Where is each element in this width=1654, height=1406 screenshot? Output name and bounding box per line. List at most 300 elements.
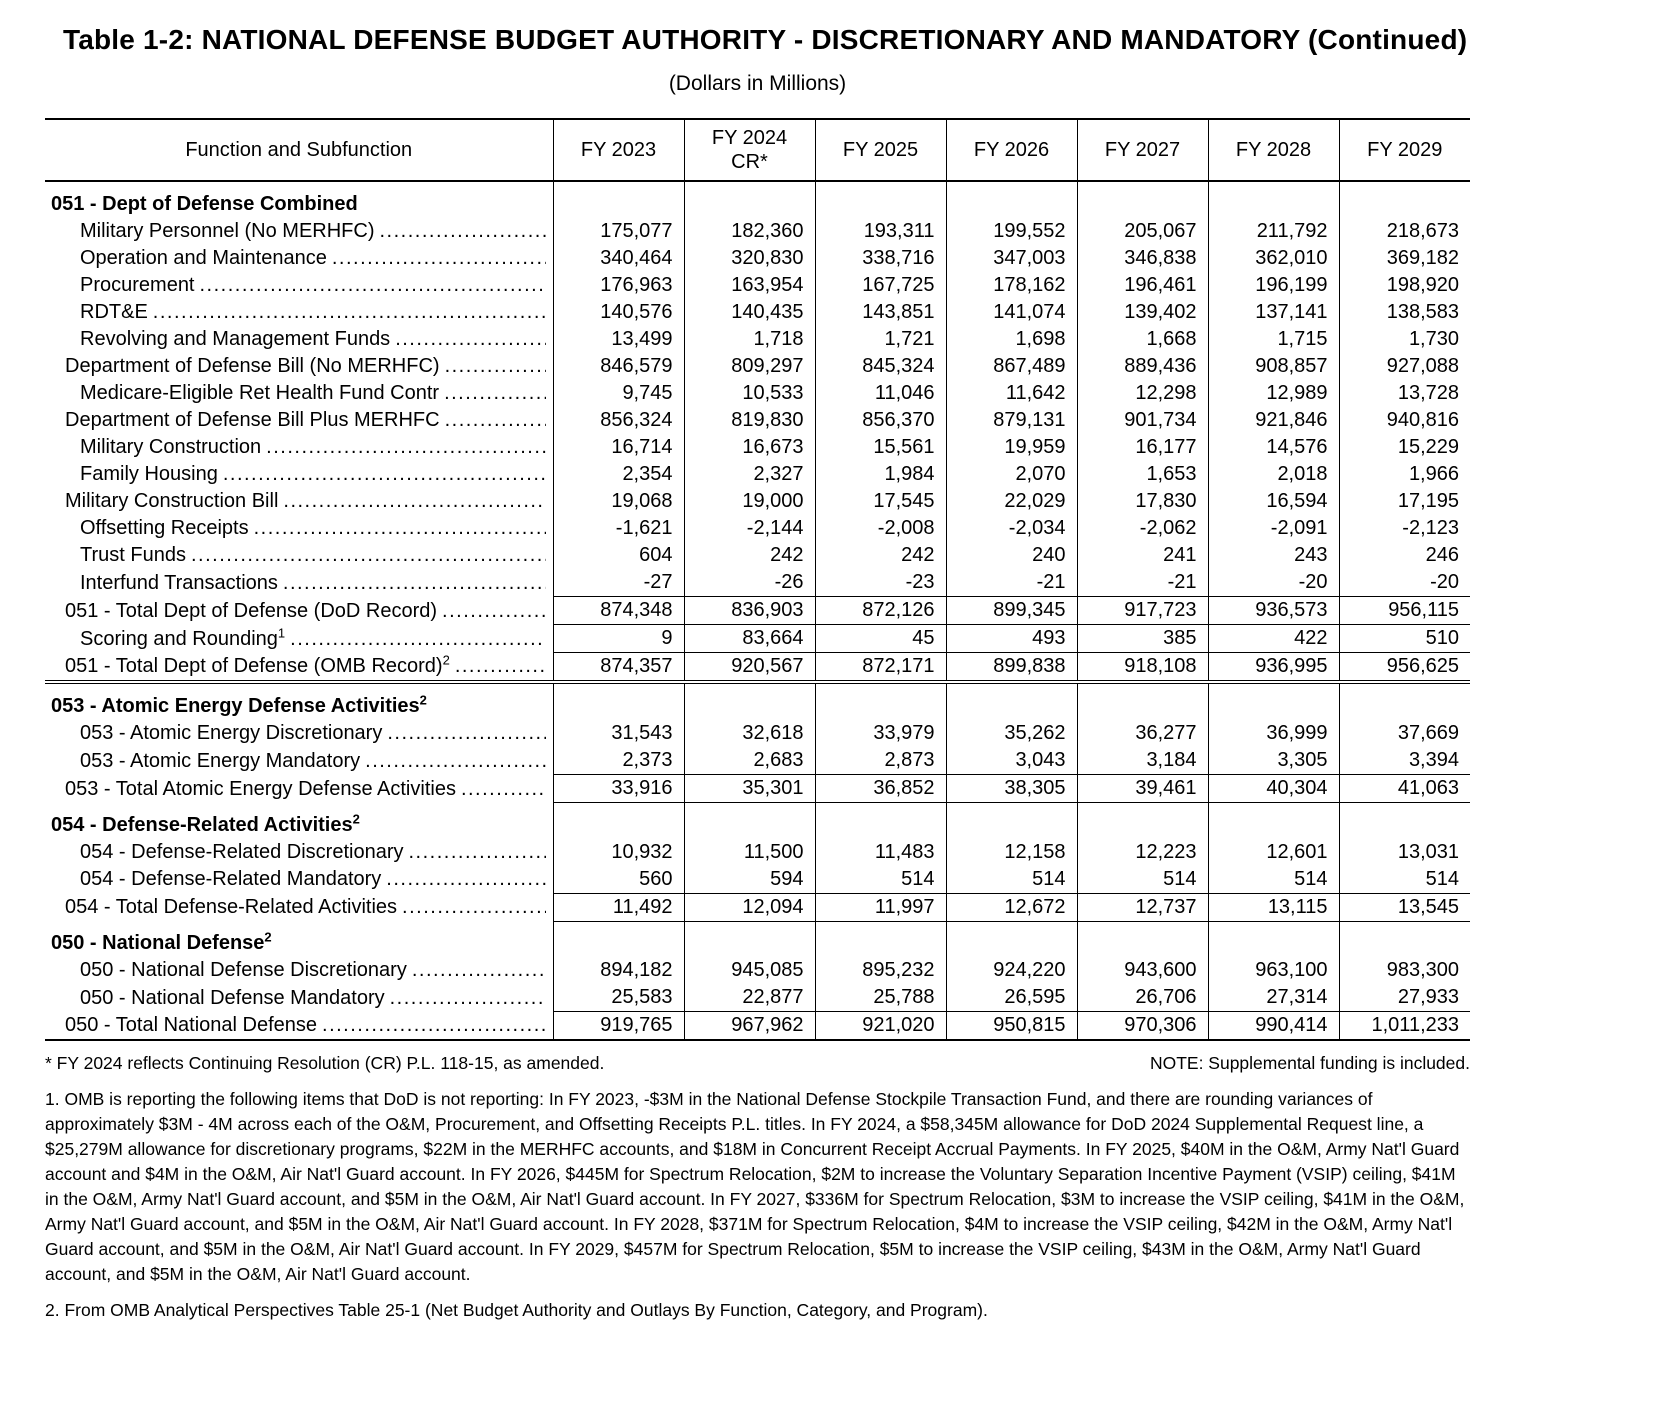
row-label-text: Interfund Transactions — [80, 571, 278, 594]
row-label — [45, 984, 553, 1012]
row-label-text: Medicare-Eligible Ret Health Fund Contr — [80, 382, 440, 404]
footnotes — [45, 1051, 1470, 1323]
value-cell: 13,115 — [1208, 893, 1339, 921]
value-cell: 338,716 — [815, 245, 946, 272]
value-cell: 3,043 — [946, 747, 1077, 775]
row-label — [45, 1012, 553, 1041]
table-row — [45, 839, 1470, 866]
table-row — [45, 720, 1470, 747]
value-cell: 604 — [553, 542, 684, 569]
table-row — [45, 775, 1470, 803]
value-cell: 12,989 — [1208, 380, 1339, 407]
footnote-asterisk: * FY 2024 reflects Continuing Resolution (CR) P.L. 118-15, as amended. — [45, 1053, 605, 1073]
value-cell: 40,304 — [1208, 775, 1339, 803]
value-cell: 2,683 — [684, 747, 815, 775]
footnote-marker: 2 — [352, 810, 360, 826]
value-cell: 2,327 — [684, 461, 815, 488]
table-row — [45, 272, 1470, 299]
dot-leader — [153, 301, 546, 324]
value-cell: 13,545 — [1339, 893, 1470, 921]
value-cell: 12,298 — [1077, 380, 1208, 407]
dot-leader — [412, 959, 546, 982]
value-cell: 9,745 — [553, 380, 684, 407]
value-cell: 514 — [946, 866, 1077, 894]
value-cell: 41,063 — [1339, 775, 1470, 803]
value-cell: 2,070 — [946, 461, 1077, 488]
section-header-row — [45, 921, 1470, 957]
row-label — [45, 353, 553, 380]
value-cell — [684, 803, 815, 839]
row-label — [45, 957, 553, 984]
value-cell: 1,966 — [1339, 461, 1470, 488]
table-row — [45, 569, 1470, 597]
column-header-function: Function and Subfunction — [45, 119, 553, 181]
page-title: Table 1-2: NATIONAL DEFENSE BUDGET AUTHORITY - DISCRETIONARY AND MANDATORY (Continued) — [63, 24, 1468, 55]
value-cell: 33,979 — [815, 720, 946, 747]
row-label — [45, 747, 553, 775]
value-cell: 243 — [1208, 542, 1339, 569]
row-label — [45, 866, 553, 894]
table-row — [45, 625, 1470, 653]
value-cell: 140,435 — [684, 299, 815, 326]
value-cell: -26 — [684, 569, 815, 597]
value-cell: 990,414 — [1208, 1012, 1339, 1041]
value-cell: 13,728 — [1339, 380, 1470, 407]
value-cell — [1339, 682, 1470, 720]
value-cell: 385 — [1077, 625, 1208, 653]
value-cell: 39,461 — [1077, 775, 1208, 803]
row-label — [45, 720, 553, 747]
value-cell: 3,305 — [1208, 747, 1339, 775]
table-row — [45, 515, 1470, 542]
value-cell: 143,851 — [815, 299, 946, 326]
value-cell: 19,068 — [553, 488, 684, 515]
row-label — [45, 921, 553, 957]
value-cell: 12,094 — [684, 893, 815, 921]
value-cell: 193,311 — [815, 218, 946, 245]
row-label-text: 053 - Atomic Energy Defense Activities$^2$ — [51, 692, 427, 717]
row-label-text: Offsetting Receipts — [80, 517, 249, 539]
value-cell: 1,653 — [1077, 461, 1208, 488]
value-cell: 901,734 — [1077, 407, 1208, 434]
value-cell — [946, 803, 1077, 839]
value-cell: 22,029 — [946, 488, 1077, 515]
value-cell — [815, 803, 946, 839]
row-label — [45, 488, 553, 515]
value-cell: 12,737 — [1077, 893, 1208, 921]
footnote-marker: 1 — [277, 624, 286, 640]
value-cell: 970,306 — [1077, 1012, 1208, 1041]
value-cell: 2,354 — [553, 461, 684, 488]
value-cell: 1,011,233 — [1339, 1012, 1470, 1041]
dot-leader — [395, 328, 545, 351]
value-cell: 956,625 — [1339, 653, 1470, 683]
value-cell: 25,788 — [815, 984, 946, 1012]
value-cell: 199,552 — [946, 218, 1077, 245]
table-row — [45, 957, 1470, 984]
table-row — [45, 542, 1470, 569]
row-label-text: 050 - National Defense$^2$ — [51, 929, 272, 954]
value-cell: 12,672 — [946, 893, 1077, 921]
value-cell — [553, 181, 684, 218]
value-cell: 11,492 — [553, 893, 684, 921]
value-cell: 3,394 — [1339, 747, 1470, 775]
value-cell — [1339, 803, 1470, 839]
value-cell: -2,034 — [946, 515, 1077, 542]
value-cell: 11,483 — [815, 839, 946, 866]
value-cell: 927,088 — [1339, 353, 1470, 380]
value-cell: 19,959 — [946, 434, 1077, 461]
dot-leader — [332, 247, 546, 270]
value-cell: 2,373 — [553, 747, 684, 775]
value-cell: 918,108 — [1077, 653, 1208, 683]
section-header-row — [45, 181, 1470, 218]
value-cell — [684, 921, 815, 957]
dot-leader — [283, 572, 546, 595]
row-label — [45, 569, 553, 597]
column-header-fy-2024: FY 2024 CR* — [684, 119, 815, 181]
value-cell: 945,085 — [684, 957, 815, 984]
value-cell: 17,195 — [1339, 488, 1470, 515]
dot-leader — [442, 600, 545, 623]
dot-leader — [283, 490, 545, 513]
value-cell: 2,018 — [1208, 461, 1339, 488]
value-cell — [1339, 921, 1470, 957]
value-cell: 983,300 — [1339, 957, 1470, 984]
value-cell: 16,177 — [1077, 434, 1208, 461]
value-cell: -27 — [553, 569, 684, 597]
value-cell: 205,067 — [1077, 218, 1208, 245]
value-cell: 242 — [684, 542, 815, 569]
row-label — [45, 299, 553, 326]
column-header-fy-2029: FY 2029 — [1339, 119, 1470, 181]
table-row — [45, 893, 1470, 921]
table-row — [45, 299, 1470, 326]
value-cell: 15,561 — [815, 434, 946, 461]
row-label — [45, 625, 553, 653]
value-cell: 362,010 — [1208, 245, 1339, 272]
value-cell: 889,436 — [1077, 353, 1208, 380]
value-cell: 19,000 — [684, 488, 815, 515]
value-cell — [1208, 181, 1339, 218]
value-cell: 867,489 — [946, 353, 1077, 380]
value-cell: 13,499 — [553, 326, 684, 353]
table-row — [45, 218, 1470, 245]
value-cell — [684, 682, 815, 720]
value-cell: 139,402 — [1077, 299, 1208, 326]
value-cell — [946, 181, 1077, 218]
footnote-1: 1. OMB is reporting the following items that DoD is not reporting: In FY 2023, -$3M in the National Defense Stockpile Transaction Fund, and there are rounding variances of approximately $3M - 4M across each of the O&M, Procurement, and Offsetting Receipts P.L. titles. In FY 2024, a $58,345M allowance for DoD 2024 Supplemental Request line, a $25,279M allowance for discretionary programs, $22M in the MERHFC accounts, and $18M in Concurrent Receipt Accrual Payments. In FY 2025, $40M in the O&M, Army Nat'l Guard account and $4M in the O&M, Air Nat'l Guard account. In FY 2026, $445M for Spectrum Relocation, $2M to increase the Voluntary Separation Incentive Payment (VSIP) ceiling, $41M in the O&M, Army Nat'l Guard account, and $5M in the O&M, Air Nat'l Guard account. In FY 2027, $336M for Spectrum Relocation, $3M to increase the VSIP ceiling, $41M in the O&M, Army Nat'l Guard account, and $5M in the O&M, Air Nat'l Guard account. In FY 2028, $371M for Spectrum Relocation, $4M to increase the VSIP ceiling, $42M in the O&M, Army Nat'l Guard account, and $5M in the O&M, Air Nat'l Guard account. In FY 2029, $457M for Spectrum Relocation, $5M to increase the VSIP ceiling, $43M in the O&M, Army Nat'l Guard account, and $5M in the O&M, Air Nat'l Guard account. — [45, 1089, 1465, 1284]
value-cell: 138,583 — [1339, 299, 1470, 326]
value-cell: 921,020 — [815, 1012, 946, 1041]
footnote-marker: 2 — [419, 692, 427, 708]
table-row — [45, 984, 1470, 1012]
value-cell: 32,618 — [684, 720, 815, 747]
row-label — [45, 218, 553, 245]
row-label-text: 054 - Total Defense-Related Activities — [65, 896, 398, 918]
column-header-fy-2026: FY 2026 — [946, 119, 1077, 181]
value-cell: 22,877 — [684, 984, 815, 1012]
value-cell — [815, 682, 946, 720]
row-label-text: 053 - Atomic Energy Discretionary — [80, 722, 383, 744]
row-label-text: Department of Defense Bill (No MERHFC) — [65, 355, 440, 377]
value-cell: 846,579 — [553, 353, 684, 380]
row-label-text: Family Housing — [80, 463, 218, 485]
row-label — [45, 803, 553, 839]
value-cell: 514 — [1208, 866, 1339, 894]
value-cell: 175,077 — [553, 218, 684, 245]
row-label-text: 050 - National Defense Mandatory — [80, 986, 385, 1009]
section-header-row — [45, 682, 1470, 720]
table-row — [45, 407, 1470, 434]
value-cell: 11,642 — [946, 380, 1077, 407]
dot-leader — [191, 544, 546, 567]
row-label-text: RDT&E — [80, 301, 148, 323]
table-row — [45, 653, 1470, 683]
column-header-fy-2023: FY 2023 — [553, 119, 684, 181]
footnote-marker: 2 — [264, 929, 272, 945]
value-cell: 11,997 — [815, 893, 946, 921]
value-cell: 514 — [1339, 866, 1470, 894]
value-cell: 246 — [1339, 542, 1470, 569]
value-cell: 45 — [815, 625, 946, 653]
value-cell: -2,062 — [1077, 515, 1208, 542]
value-cell — [1077, 921, 1208, 957]
value-cell: 11,500 — [684, 839, 815, 866]
dot-leader — [444, 382, 545, 405]
column-header-fy-2028: FY 2028 — [1208, 119, 1339, 181]
row-label — [45, 434, 553, 461]
value-cell: 967,962 — [684, 1012, 815, 1041]
value-cell: 83,664 — [684, 625, 815, 653]
value-cell: 340,464 — [553, 245, 684, 272]
row-label-text: Department of Defense Bill Plus MERHFC — [65, 409, 440, 431]
dot-leader — [200, 274, 546, 297]
dot-leader — [402, 896, 545, 919]
value-cell: 1,984 — [815, 461, 946, 488]
value-cell: 872,126 — [815, 597, 946, 625]
value-cell: -23 — [815, 569, 946, 597]
row-label — [45, 461, 553, 488]
row-label — [45, 515, 553, 542]
row-label — [45, 597, 553, 625]
value-cell: 899,345 — [946, 597, 1077, 625]
value-cell — [553, 921, 684, 957]
dot-leader — [290, 628, 545, 651]
row-label-text: 054 - Defense-Related Activities$^2$ — [51, 810, 360, 836]
table-row — [45, 245, 1470, 272]
value-cell — [1077, 682, 1208, 720]
value-cell: 37,669 — [1339, 720, 1470, 747]
dot-leader — [322, 1014, 545, 1037]
table-row — [45, 353, 1470, 380]
value-cell — [1208, 803, 1339, 839]
value-cell: 510 — [1339, 625, 1470, 653]
value-cell: 11,046 — [815, 380, 946, 407]
value-cell: 9 — [553, 625, 684, 653]
table-row — [45, 326, 1470, 353]
value-cell: -20 — [1339, 569, 1470, 597]
value-cell: 917,723 — [1077, 597, 1208, 625]
value-cell: 346,838 — [1077, 245, 1208, 272]
row-label-text: 051 - Total Dept of Defense (DoD Record) — [65, 599, 438, 622]
row-label — [45, 682, 553, 720]
value-cell: 218,673 — [1339, 218, 1470, 245]
value-cell — [1208, 921, 1339, 957]
value-cell: 16,594 — [1208, 488, 1339, 515]
dot-leader — [386, 868, 545, 891]
value-cell: 27,933 — [1339, 984, 1470, 1012]
dot-leader — [390, 987, 546, 1010]
value-cell: 31,543 — [553, 720, 684, 747]
value-cell: 17,545 — [815, 488, 946, 515]
table-row — [45, 461, 1470, 488]
value-cell: 16,673 — [684, 434, 815, 461]
row-label — [45, 893, 553, 921]
row-label-text: 054 - Defense-Related Discretionary — [80, 840, 404, 863]
value-cell: 895,232 — [815, 957, 946, 984]
value-cell — [684, 181, 815, 218]
value-cell: 809,297 — [684, 353, 815, 380]
value-cell — [553, 803, 684, 839]
value-cell — [1339, 181, 1470, 218]
value-cell: 240 — [946, 542, 1077, 569]
value-cell: -1,621 — [553, 515, 684, 542]
value-cell: 15,229 — [1339, 434, 1470, 461]
value-cell: 176,963 — [553, 272, 684, 299]
value-cell: 560 — [553, 866, 684, 894]
row-label-text: 054 - Defense-Related Mandatory — [80, 868, 382, 890]
value-cell: 13,031 — [1339, 839, 1470, 866]
value-cell: 137,141 — [1208, 299, 1339, 326]
value-cell: 35,301 — [684, 775, 815, 803]
row-label — [45, 839, 553, 866]
value-cell — [815, 181, 946, 218]
value-cell: -2,144 — [684, 515, 815, 542]
value-cell: 956,115 — [1339, 597, 1470, 625]
value-cell: 950,815 — [946, 1012, 1077, 1041]
value-cell: 196,199 — [1208, 272, 1339, 299]
value-cell — [946, 921, 1077, 957]
value-cell: -21 — [1077, 569, 1208, 597]
value-cell: 940,816 — [1339, 407, 1470, 434]
row-label-text: Military Personnel (No MERHFC) — [80, 220, 375, 242]
table-row — [45, 1012, 1470, 1041]
value-cell: 17,830 — [1077, 488, 1208, 515]
value-cell: 38,305 — [946, 775, 1077, 803]
dot-leader — [254, 517, 546, 540]
value-cell — [553, 682, 684, 720]
value-cell: 33,916 — [553, 775, 684, 803]
value-cell: 369,182 — [1339, 245, 1470, 272]
value-cell: 163,954 — [684, 272, 815, 299]
row-label — [45, 380, 553, 407]
value-cell: 36,852 — [815, 775, 946, 803]
value-cell: -2,008 — [815, 515, 946, 542]
value-cell: 874,357 — [553, 653, 684, 683]
table-row — [45, 488, 1470, 515]
row-label-text: 050 - Total National Defense — [65, 1014, 318, 1036]
value-cell: 872,171 — [815, 653, 946, 683]
footnote-note: NOTE: Supplemental funding is included. — [1149, 1053, 1470, 1073]
row-label-text: 051 - Total Dept of Defense (OMB Record)$^2$ — [65, 652, 450, 677]
value-cell: 874,348 — [553, 597, 684, 625]
budget-table — [45, 118, 1470, 1041]
dot-leader — [461, 778, 546, 801]
value-cell: 16,714 — [553, 434, 684, 461]
row-label-text: 050 - National Defense Discretionary — [80, 959, 407, 981]
row-label-text: 053 - Atomic Energy Mandatory — [80, 749, 361, 772]
value-cell: -2,123 — [1339, 515, 1470, 542]
row-label — [45, 326, 553, 353]
value-cell: 493 — [946, 625, 1077, 653]
row-label — [45, 775, 553, 803]
value-cell: 963,100 — [1208, 957, 1339, 984]
value-cell: 1,721 — [815, 326, 946, 353]
table-header-row — [45, 119, 1470, 181]
value-cell — [815, 921, 946, 957]
value-cell: 178,162 — [946, 272, 1077, 299]
row-label-text: Scoring and Rounding$^1$ — [80, 624, 286, 650]
value-cell: 26,595 — [946, 984, 1077, 1012]
table-row — [45, 747, 1470, 775]
value-cell — [1077, 181, 1208, 218]
table-row — [45, 380, 1470, 407]
value-cell: 320,830 — [684, 245, 815, 272]
row-label — [45, 181, 553, 218]
row-label-text: Military Construction — [80, 436, 262, 458]
value-cell: 1,718 — [684, 326, 815, 353]
table-row — [45, 434, 1470, 461]
value-cell: 36,999 — [1208, 720, 1339, 747]
value-cell: 10,932 — [553, 839, 684, 866]
value-cell: 1,668 — [1077, 326, 1208, 353]
dot-leader — [365, 750, 545, 773]
value-cell: 12,223 — [1077, 839, 1208, 866]
row-label-text: Revolving and Management Funds — [80, 328, 391, 350]
value-cell: 856,370 — [815, 407, 946, 434]
value-cell: -2,091 — [1208, 515, 1339, 542]
table-row — [45, 866, 1470, 894]
value-cell: 943,600 — [1077, 957, 1208, 984]
row-label-text: Trust Funds — [80, 544, 186, 566]
value-cell: 836,903 — [684, 597, 815, 625]
value-cell: 36,277 — [1077, 720, 1208, 747]
value-cell: 27,314 — [1208, 984, 1339, 1012]
value-cell: 3,184 — [1077, 747, 1208, 775]
value-cell: 14,576 — [1208, 434, 1339, 461]
value-cell: 242 — [815, 542, 946, 569]
value-cell: 422 — [1208, 625, 1339, 653]
value-cell: 241 — [1077, 542, 1208, 569]
value-cell: 936,573 — [1208, 597, 1339, 625]
value-cell: 514 — [1077, 866, 1208, 894]
value-cell: 819,830 — [684, 407, 815, 434]
value-cell: 12,158 — [946, 839, 1077, 866]
footnote-2: 2. From OMB Analytical Perspectives Table 25-1 (Net Budget Authority and Outlays By Function, Category, and Program). — [45, 1300, 988, 1320]
page-subtitle: (Dollars in Millions) — [668, 72, 847, 95]
dot-leader — [445, 355, 546, 378]
value-cell: 1,698 — [946, 326, 1077, 353]
row-label — [45, 542, 553, 569]
value-cell: 1,715 — [1208, 326, 1339, 353]
dot-leader — [445, 409, 546, 432]
dot-leader — [387, 722, 545, 745]
value-cell: 182,360 — [684, 218, 815, 245]
value-cell: 211,792 — [1208, 218, 1339, 245]
row-label-text: Procurement — [80, 274, 195, 296]
value-cell: 908,857 — [1208, 353, 1339, 380]
